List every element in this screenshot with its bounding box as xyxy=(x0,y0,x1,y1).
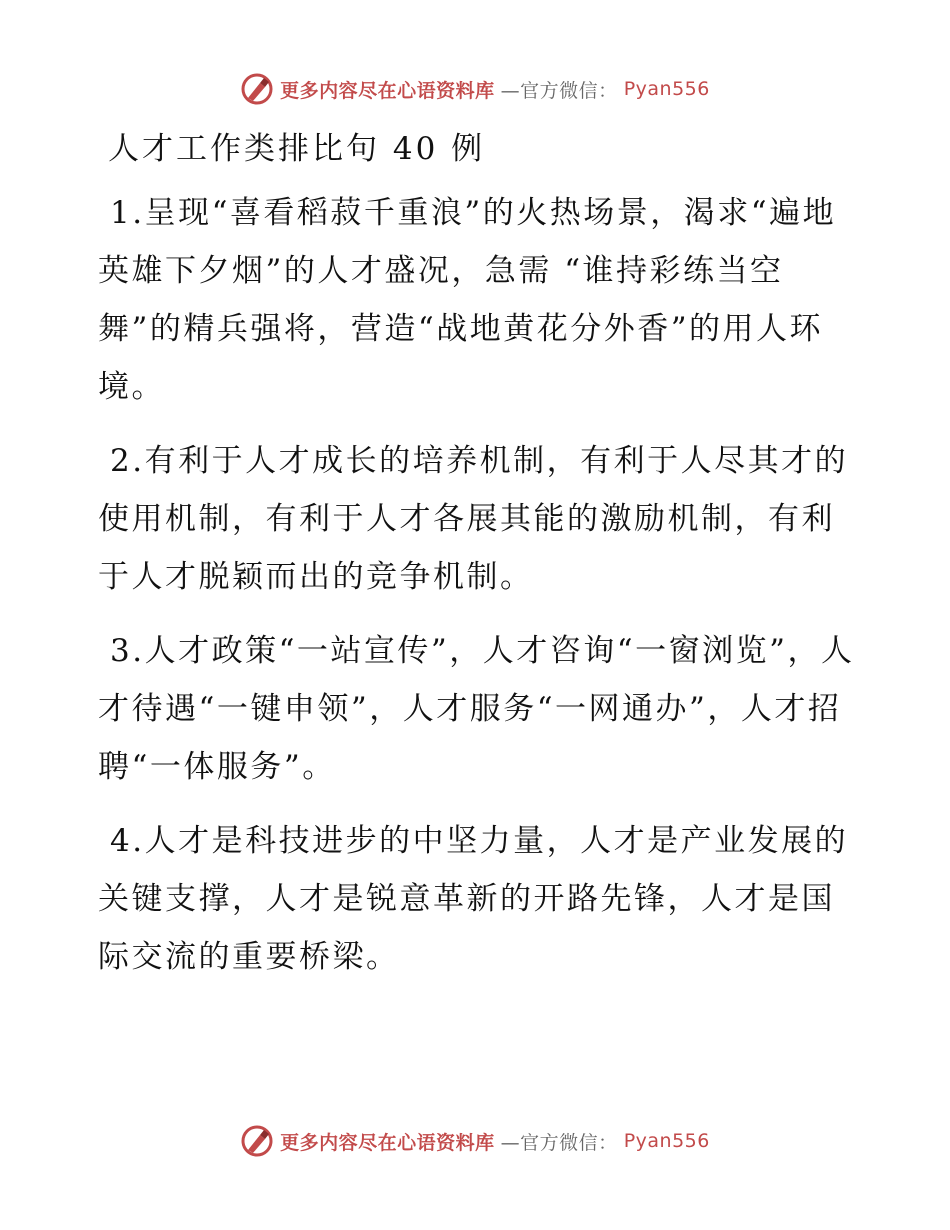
watermark-header xyxy=(0,72,950,106)
watermark-official-label: —官方微信： xyxy=(500,1131,618,1154)
pen-logo-icon xyxy=(240,1124,274,1158)
watermark-wechat-id: Pyan556 xyxy=(623,1130,710,1152)
paragraph-2: 2.有利于人才成长的培养机制，有利于人尽其才的使用机制，有利于人才各展其能的激励机制，有利于人才脱颖而出的竞争机制。 xyxy=(98,443,849,595)
document-body xyxy=(98,120,858,1002)
watermark-brand: 更多内容尽在心语资料库 xyxy=(280,79,495,102)
paragraph-1: 1.呈现“喜看稻菽千重浪”的火热场景，渴求“遍地英雄下夕烟”的人才盛况，急需 “谁持彩练当空舞”的精兵强将，营造“战地黄花分外香”的用人环境。 xyxy=(98,195,837,405)
document-title: 人才工作类排比句 40 例 xyxy=(108,131,486,167)
pen-logo-icon xyxy=(240,72,274,106)
watermark-official-label: —官方微信： xyxy=(500,79,618,102)
watermark-brand: 更多内容尽在心语资料库 xyxy=(280,1131,495,1154)
paragraph-4: 4.人才是科技进步的中坚力量，人才是产业发展的关键支撑，人才是锐意革新的开路先锋，人才是国际交流的重要桥梁。 xyxy=(98,823,849,975)
watermark-footer xyxy=(0,1124,950,1158)
watermark-wechat-id: Pyan556 xyxy=(623,78,710,100)
paragraph-3: 3.人才政策“一站宣传”，人才咨询“一窗浏览”，人才待遇“一键申领”，人才服务“一网通办”，人才招聘“一体服务”。 xyxy=(98,633,855,785)
